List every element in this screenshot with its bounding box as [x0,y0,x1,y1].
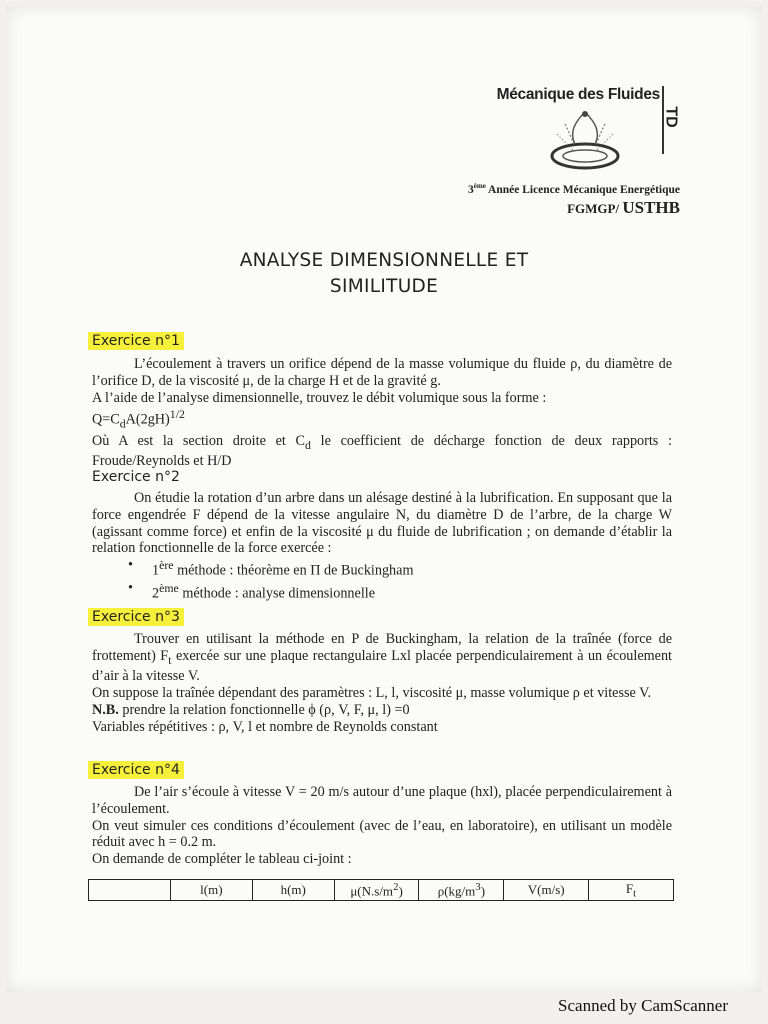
col-header-rho: $\rho(kg/m^3)$ [419,880,504,901]
discharge-formula: $Q=C_dA(2gH)^{1/2}$ [92,407,185,431]
td-label: TD [662,106,680,128]
document-title: ANALYSE DIMENSIONNELLE ET SIMILITUDE [239,250,529,297]
exercise-3-heading: Exercice n°3 [88,608,184,626]
nb-label: N.B. [92,702,119,719]
department-line: FGMGP/ USTHB [567,198,680,217]
course-line: 3ème Année Licence Mécanique Energétique [468,182,680,196]
exercise-3-body: Trouver en utilisant la méthode en P de Buckingham, la relation de la traînée (force de frottement) $F_t$ exercée sur une plaque rectangulaire Lxl placée perpendiculairement à un écoulement d’air à la vitesse V. On suppose la traînée dépendant des paramètres : L, l, viscosité μ, masse volumique ρ et vitesse V. N.B. prendre la relation fonctionnelle ϕ (ρ, V, F, μ, l) =0 Variables répétitives : ρ, V, l et nombre de Reynolds constant [92,631,672,735]
method-item: • 1ère méthode : théorème en Π de Buckingham [152,557,672,580]
fluid-logo-icon [545,104,625,178]
document-header [400,86,680,226]
exercise-2-body: On étudie la rotation d’un arbre dans un alésage destiné à la lubrification. En supposant que la force engendrée F dépend de la vitesse angulaire N, du diamètre D de l’arbre, de la charge W (agissant comme force) et enfin de la viscosité μ du fluide de lubrification ; on demande d’établir la relation fonctionnelle de la force exercée : • 1ère méthode : théorème en Π de Buckingham • 2ème méthode : analyse dimensionnelle [92,490,672,602]
col-header-mu: $\mu(N.s/m^2)$ [334,880,419,901]
method-item: • 2ème méthode : analyse dimensionnelle [152,580,672,603]
scanner-watermark: Scanned by CamScanner [558,996,728,1015]
td-mark [662,86,678,154]
university-name: USTHB [622,198,680,217]
col-header-v: V(m/s) [504,880,589,901]
col-header-ft: $F_t$ [589,880,674,901]
col-header-h: h(m) [252,880,334,901]
exercise-4-heading: Exercice n°4 [88,761,184,779]
exercise-1-heading: Exercice n°1 [88,332,184,350]
similarity-table [88,879,674,901]
table-cell-empty [89,880,171,901]
method-list [92,557,672,602]
table-header-row [89,880,674,901]
exercise-4-body: De l’air s’écoule à vitesse V = 20 m/s autour d’une plaque (hxl), placée perpendiculairement à l’écoulement. On veut simuler ces conditions d’écoulement (avec de l’eau, en laboratoire), en utilisant un modèle réduit avec h = 0.2 m. On demande de compléter le tableau ci-joint : [92,784,672,868]
exercise-1-body: L’écoulement à travers un orifice dépend de la masse volumique du fluide ρ, du diamètre de l’orifice D, de la viscosité μ, de la charge H et de la gravité g. A l’aide de l’analyse dimensionnelle, trouvez le débit volumique sous la forme : $Q=C_dA(2gH)^{1/2}$ Où A est la section droite et $C_d$ le coefficient de décharge fonction de deux rapports : Froude/Reynolds et H/D [92,356,672,470]
col-header-l: l(m) [170,880,252,901]
brand-title: Mécanique des Fluides [496,86,660,103]
exercise-2-heading: Exercice n°2 [92,469,180,485]
